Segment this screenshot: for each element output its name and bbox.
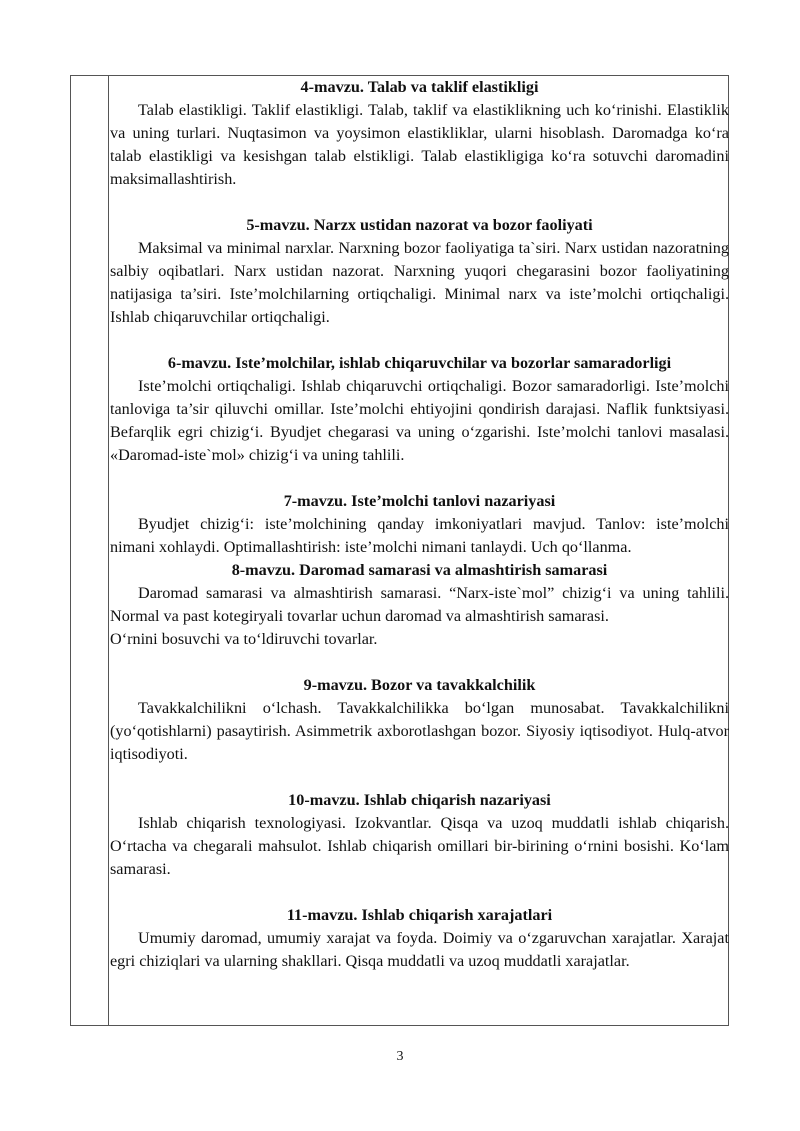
topic-11 bbox=[110, 904, 729, 973]
topic-paragraph: Talab elastikligi. Taklif elastikligi. Talab, taklif va elastiklikning uch ko‘rinishi. Elastiklik va uning turlari. Nuqtasimon va yoysimon elastikliklar, ularni hisoblash. Daromadga ko‘ra talab elastikligi va kesishgan talab elstikligi. Talab elastikligiga ko‘ra sotuvchi daromadini maksimallashtirish. bbox=[110, 101, 729, 188]
topic-8 bbox=[110, 559, 729, 651]
topic-paragraph: O‘rnini bosuvchi va to‘ldiruvchi tovarlar. bbox=[110, 630, 378, 648]
topic-title: 11-mavzu. Ishlab chiqarish xarajatlari bbox=[286, 906, 553, 924]
topic-10 bbox=[110, 789, 729, 881]
topic-4 bbox=[110, 76, 729, 191]
left-column bbox=[71, 76, 109, 1025]
topic-paragraph: Umumiy daromad, umumiy xarajat va foyda. Doimiy va o‘zgaruvchan xarajatlar. Xarajat egri chiziqlari va ularning shakllari. Qisqa muddatli va uzoq muddatli xarajatlar. bbox=[110, 929, 729, 970]
topic-paragraph: Byudjet chizig‘i: iste’molchining qanday imkoniyatlari mavjud. Tanlov: iste’molchi nimani xohlaydi. Optimallashtirish: iste’molchi nimani tanlaydi. Uch qo‘llanma. bbox=[110, 515, 729, 556]
topic-7 bbox=[110, 490, 729, 559]
topic-title: 5-mavzu. Narzx ustidan nazorat va bozor faoliyati bbox=[246, 216, 593, 234]
topic-title: 9-mavzu. Bozor va tavakkalchilik bbox=[303, 676, 536, 694]
topic-title: 7-mavzu. Iste’molchi tanlovi nazariyasi bbox=[283, 492, 556, 510]
topic-title: 6-mavzu. Iste’molchilar, ishlab chiqaruvchilar va bozorlar samaradorligi bbox=[167, 354, 672, 372]
topic-paragraph: Ishlab chiqarish texnologiyasi. Izokvantlar. Qisqa va uzoq muddatli ishlab chiqarish. O‘rtacha va chegarali mahsulot. Ishlab chiqarish omillari bir-birining o‘rnini bosishi. Ko‘lam samarasi. bbox=[110, 814, 729, 878]
topic-title: 10-mavzu. Ishlab chiqarish nazariyasi bbox=[288, 791, 551, 809]
topic-title: 8-mavzu. Daromad samarasi va almashtirish samarasi bbox=[231, 561, 608, 579]
content-cell bbox=[110, 76, 729, 973]
topic-paragraph: Daromad samarasi va almashtirish samarasi. “Narx-iste`mol” chizig‘i va uning tahlili. Normal va past kotegiryali tovarlar uchun daromad va almashtirish samarasi. bbox=[110, 584, 729, 625]
topic-paragraph: Tavakkalchilikni o‘lchash. Tavakkalchilikka bo‘lgan munosabat. Tavakkalchilikni (yo‘qotishlarni) pasaytirish. Asimmetrik axborotlashgan bozor. Siyosiy iqtisodiyot. Hulq-atvor iqtisodiyoti. bbox=[110, 699, 729, 763]
topic-5 bbox=[110, 214, 729, 329]
table-frame bbox=[70, 75, 729, 1026]
topic-6 bbox=[110, 352, 729, 467]
topic-9 bbox=[110, 674, 729, 766]
page-number: 3 bbox=[396, 1049, 404, 1064]
topic-title: 4-mavzu. Talab va taklif elastikligi bbox=[300, 78, 539, 96]
topic-paragraph: Maksimal va minimal narxlar. Narxning bozor faoliyatiga ta`siri. Narx ustidan nazoratning salbiy oqibatlari. Narx ustidan nazorat. Narxning yuqori chegarasini bozor faoliyatining natijasiga ta’siri. Iste’molchilarning ortiqchaligi. Minimal narx va iste’molchi ortiqchaligi. Ishlab chiqaruvchilar ortiqchaligi. bbox=[110, 239, 729, 326]
topic-paragraph: Iste’molchi ortiqchaligi. Ishlab chiqaruvchi ortiqchaligi. Bozor samaradorligi. Iste’molchi tanloviga ta’sir qiluvchi omillar. Iste’molchi ehtiyojini qondirish darajasi. Naflik funktsiyasi. Befarqlik egri chizig‘i. Byudjet chegarasi va uning o‘zgarishi. Iste’molchi tanlovi masalasi. «Daromad-iste`mol» chizig‘i va uning tahlili. bbox=[110, 377, 729, 464]
